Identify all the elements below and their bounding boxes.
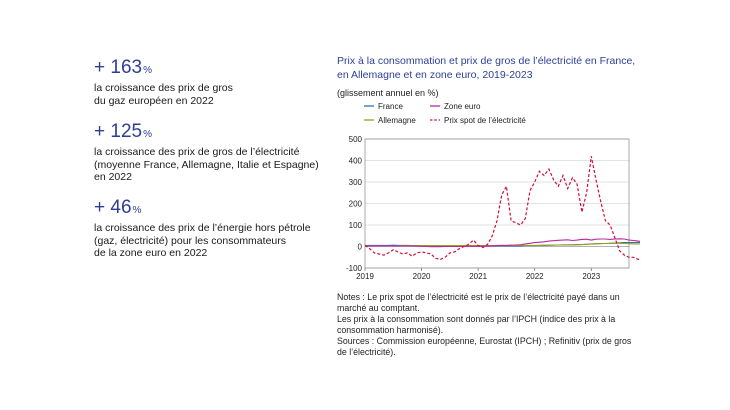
legend-label: Prix spot de l’électricité [444, 116, 526, 125]
chart-notes: Notes : Le prix spot de l’électricité est le prix de l’électricité payé dans un marché au comptant. Les prix à la consommation sont donnés par l’IPCH (indice des prix à la consommation harmonisé). Sources : Commission européenne, Eurostat (IPCH) ; Refinitiv (prix de gros de l’électricité). [337, 292, 632, 357]
y-tick-label: 400 [348, 156, 362, 166]
stat-value: + 163% [94, 57, 152, 78]
x-tick-label: 2021 [469, 272, 488, 281]
stat-value: + 46% [94, 197, 142, 218]
chart-subtitle: (glissement annuel en %) [337, 88, 439, 98]
x-tick-label: 2019 [356, 272, 374, 281]
stat-value: + 125% [94, 121, 152, 142]
stat-electricity-wholesale [94, 122, 329, 184]
stat-description: la croissance des prix de l’énergie hors pétrole (gaz, électricité) pour les consommateurs de la zone euro en 2022 [94, 222, 311, 259]
stat-energy-consumer [94, 198, 329, 260]
stat-gas-wholesale [94, 58, 329, 107]
legend-label: France [378, 102, 403, 111]
line-chart [330, 95, 640, 290]
stat-description: la croissance des prix de gros de l’électricité (moyenne France, Allemagne, Italie et Espagne) en 2022 [94, 146, 319, 183]
legend-label: Zone euro [444, 102, 481, 111]
series-line [365, 239, 640, 247]
y-tick-label: 500 [348, 135, 362, 144]
y-tick-label: -100 [345, 264, 362, 273]
chart-title: Prix à la consommation et prix de gros de l’électricité en France, en Allemagne et en zone euro, 2019-2023 [337, 55, 636, 81]
y-tick-label: 200 [348, 199, 362, 209]
stat-description: la croissance des prix de gros du gaz européen en 2022 [94, 82, 233, 107]
y-tick-label: 100 [348, 221, 362, 230]
y-tick-label: 0 [357, 242, 362, 252]
x-tick-label: 2023 [582, 272, 601, 281]
series-line [365, 156, 640, 264]
y-tick-label: 300 [348, 178, 362, 187]
x-tick-label: 2022 [525, 272, 544, 281]
legend-label: Allemagne [378, 116, 416, 125]
x-tick-label: 2020 [412, 272, 431, 281]
